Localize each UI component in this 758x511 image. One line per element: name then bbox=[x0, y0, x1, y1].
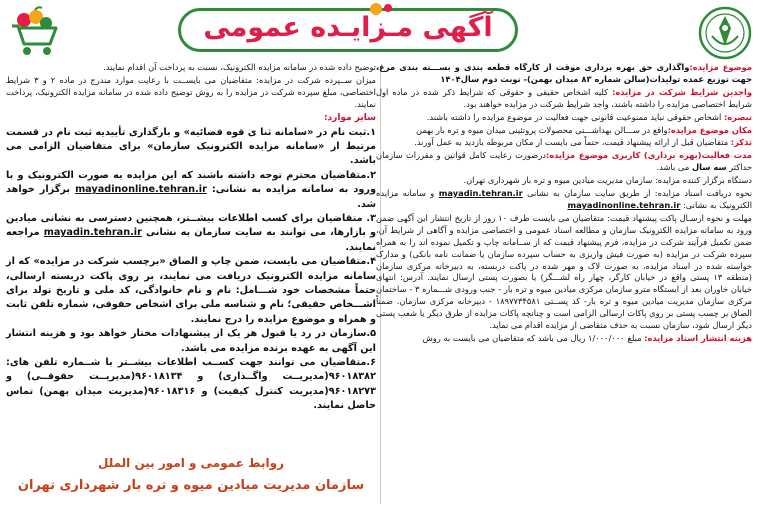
duration-paragraph bbox=[376, 150, 752, 174]
docs-link-online[interactable]: mayadinonline.tehran.ir bbox=[567, 199, 681, 210]
eligible-paragraph bbox=[376, 87, 752, 111]
condition-5: ۵.سازمان در رد یا قبول هر یک از پیشنهادات مختار خواهد بود و هزینه انتشار این آگهی به عهده برنده مزایده می باشد. bbox=[6, 328, 376, 354]
condition-2 bbox=[6, 169, 376, 212]
condition-3 bbox=[6, 212, 376, 255]
docs-text-2: و سامانه مزایده الکترونیک به نشانی: bbox=[376, 188, 752, 210]
footer-department: روابط عمومی و امور بین الملل bbox=[98, 456, 284, 470]
conditions-heading: سایر موارد: bbox=[323, 112, 376, 123]
eligible-text: کلیه اشخاص حقیقی و حقوقی که شرایط ذکر شده در ماده اول شرایط اختصاصی مزایده را داشته باشند، واجد شرایط شرکت در مزایده خواهند بود. bbox=[376, 86, 752, 109]
location-label: مکان موضوع مزایده: bbox=[667, 124, 752, 135]
condition-2-text-a: ۲.متقاضیان محترم توجه داشته باشند که این مزایده به صورت الکترونیک و با ورود به سامانه مزایده به نشانی: bbox=[6, 169, 376, 196]
condition-3-link[interactable]: mayadin.tehran.ir bbox=[43, 227, 142, 239]
condition-3-text-a: ۳. متقاضیان برای کسب اطلاعات بیشــتر، همچنین دسترسی به نشانی میادین و بازارها، می توانند به سایت سازمان به نشانی bbox=[6, 212, 376, 239]
subject-label: موضوع مزایده: bbox=[689, 62, 752, 72]
fruit-basket-cart-icon bbox=[6, 4, 62, 60]
note-paragraph bbox=[376, 112, 752, 124]
location-text: واقع در ســـالن بهداشـــتی محصولات پروتئینی میدان میوه و تره بار بهمن bbox=[416, 124, 668, 135]
subject-text: واگذاری حق بهره برداری موقت از کارگاه قطعه بندی و بســـته بندی مرغ، جهت توزیع عمده تولیدات(سالن شماره ۸۳ میدان بهمن)- نوبت دوم سال۱۴۰۴ bbox=[376, 62, 752, 84]
reminder-text: متقاضیان قبل از ارائه پیشنهاد قیمت، حتماً می بایست از مکان مربوطه بازدید به عمل آورند. bbox=[414, 137, 731, 148]
fee-text: مبلغ ۱/۰۰۰/۰۰۰ ریال می باشد که متقاضیان می بایست به روش bbox=[422, 332, 645, 343]
reminder-label: تذکر: bbox=[730, 137, 752, 148]
condition-2-link[interactable]: mayadinonline.tehran.ir bbox=[75, 184, 207, 196]
ribbon-dot-red bbox=[384, 4, 392, 12]
fee-paragraph bbox=[376, 333, 752, 345]
duration-label: مدت فعالیت(بهره برداری) کاربری موضوع مزایده: bbox=[545, 150, 752, 161]
notice-right-column bbox=[376, 62, 752, 506]
footer-organization: سازمان مدیریت میادین میوه و تره بار شهرداری تهران bbox=[17, 478, 365, 493]
municipality-emblem-icon bbox=[698, 6, 752, 60]
note-text: اشخاص حقوقی نباید ممنوعیت قانونی جهت فعالیت در موضوع مزایده را داشته باشند. bbox=[426, 111, 724, 122]
intro-paragraph-2: میزان ســپرده شرکت در مزایده: متقاضیان می بایســت با رعایت موارد مندرج در ماده ۲ و ۳ شرایط اختصاصی، مبلغ سپرده شرکت در مزایده را به روش توضیح داده شده در سامانه مزایده الکترونیک، پرداخت نمایند. bbox=[6, 74, 376, 109]
duration-text-1: درصورت رعایت کامل قوانین و مقررات سازمان حداکثر bbox=[376, 150, 752, 173]
deadline-paragraph: مهلت و نحوه ارسـال پاکت پیشنهاد قیمت: متقاضیان می بایست ظرف ۱۰ روز از تاریخ انتشار این آگهی ضمن ورود به سامانه مزایده الکترونیک سازمان و مطالعه اسناد عمومی و اختصاصی مزایده و آگاهی از شرایط آن، ضمن تکمیل فرآیند شرکت در مزایده، فرم پیشنهاد قیمت که از ســامانه چاپ و تکمیل نموده اند را به همراه سپرده شرکت در مزایده (به صورت فیش واریزی به حساب سپرده سازمان یا ضمانت نامه بانکی) و مدارک خواسته شده در اسناد مزایده، به صورت لاک و مهر شده در پاکت دربسته، به دبیرخانه مرکزی سازمان (منطقه ۱۳ پستی واقع در خیابان کارگر، چهار راه لشـــگر) یا بصورت پستی ارسال نمایند. آدرس: انتهای خیابان خاوران بعد از ایستگاه مترو سازمان مرکزی میادین میوه و تره بار - جنب ورودی شـــماره ۳ - ساختمان مرکزی سازمان مدیریت میادین میوه و تره بار- کد پســتی ۱۸۹۷۷۳۴۵۸۱ - دبیرخانه مرکزی سازمان. ضمناً الصاق بر چسب پستی بر روی پاکات ارسالی الزامی است و چنانچه پاکات مزایده از طرق دیگر یا شعب پستی دیگر ارسال شود، سازمان نسبت به حذف متقاضی از مزایده اقدام می نماید. bbox=[376, 212, 753, 331]
condition-4: ۴.متقاضیان می بایست، ضمن چاپ و الصاق «برچسب شرکت در مزایده» که از سامانه مزایده الکترونیک دریافت می نمایند، بر روی پاکت دربسته ارسالی، حتماً مشخصات خود شـــامل: نام و نام خانوادگی، کد ملی و تاریخ تولد برای اشـــخاص حقیقی؛ نام و شناسه ملی برای اشخاص حقوقی، شماره تلفن ثابت و همراه و موضوع مزایده را درج نمایند. bbox=[6, 256, 376, 325]
duration-bold: سه سال bbox=[691, 162, 727, 173]
notice-header bbox=[0, 0, 758, 64]
docs-link-site[interactable]: mayadin.tehran.ir bbox=[438, 188, 523, 199]
condition-6: ۶.متقاضیان می توانند جهت کســب اطلاعات بیشــتر با شــماره تلفن های: ۹۶۰۱۸۳۸۲(مدیریــت واگــذاری) و ۹۶۰۱۸۱۳۴(مدیریــت حقوقــی) و ۹۶۰۱۸۲۷۳(مدیریت کنترل کیفیت) و ۹۶۰۱۸۳۱۶(مدیریت میدان بهمن) تماس حاصل نمایند. bbox=[6, 357, 376, 412]
docs-paragraph bbox=[376, 188, 752, 212]
intro-paragraph-1: توضیح داده شده در سامانه مزایده الکترونیک، نسبت به پرداخت آن اقدام نمایند. bbox=[103, 62, 376, 72]
condition-3-text-b: مراجعه نمایند. bbox=[6, 227, 376, 253]
condition-2-text-b: برگزار خواهد شد. bbox=[6, 184, 376, 210]
duration-text-2: می باشد. bbox=[656, 162, 692, 173]
subject-paragraph bbox=[376, 62, 752, 86]
eligible-label: واجدین شرایط شرکت در مزایده: bbox=[612, 86, 752, 97]
page-title: آگهی مـزایـده عمومی bbox=[203, 12, 493, 43]
note-label: تبصره: bbox=[723, 111, 752, 122]
reminder-paragraph bbox=[376, 137, 752, 149]
docs-text-1: نحوه دریافت اسناد مزایده: از طریق سایت سازمان به نشانی bbox=[522, 188, 753, 199]
notice-left-column bbox=[6, 62, 376, 506]
condition-1: ۱.ثبت نام در «سامانه ثنا ی قوه قضائیه» و بارگذاری تأییدیه ثبت نام در قسمت مرتبط از «سامانه مزایده الکترونیک سازمان» برای متقاضیان الزامی می باشد. bbox=[6, 126, 376, 167]
location-paragraph bbox=[376, 125, 752, 137]
organizer-paragraph: دستگاه برگزار کننده مزایده: سازمان مدیریت میادین میوه و تره بار شهرداری تهران. bbox=[463, 175, 752, 186]
fee-label: هزینه انتشار اسناد مزایده: bbox=[644, 332, 752, 343]
